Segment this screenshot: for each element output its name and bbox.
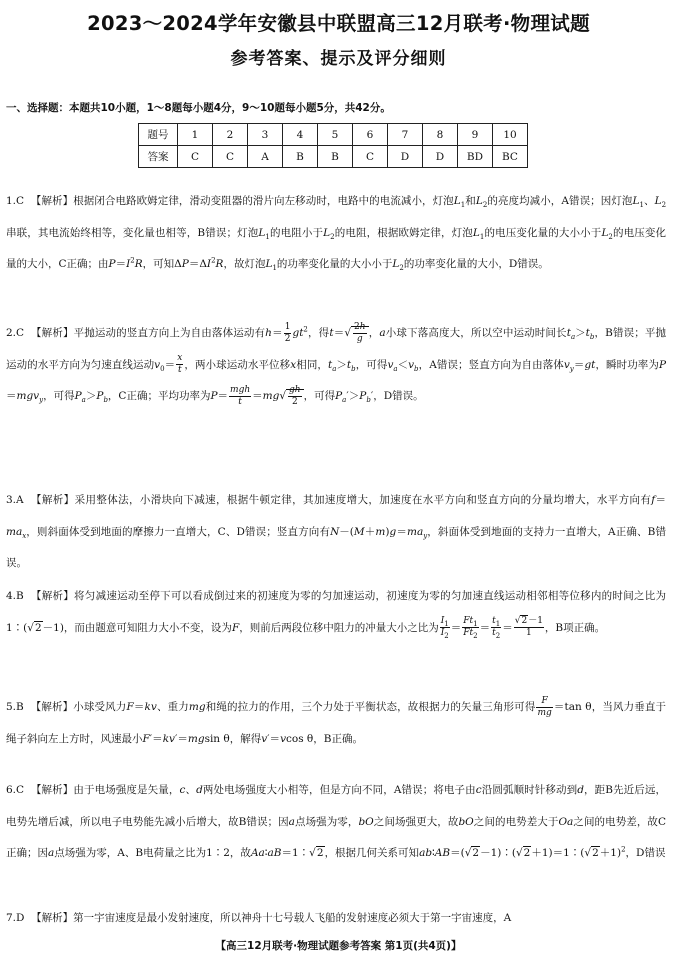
solution-text: 7.D 【解析】第一宇宙速度是最小发射速度，所以神舟十七号载人飞船的发射速度必须大于第一宇宙速度，A [6,912,512,924]
item-number: 3.A [6,494,24,506]
table-cell: C [213,146,248,168]
table-cell: 2 [213,124,248,146]
table-cell: D [388,146,423,168]
solution-item-5 [6,692,666,755]
table-cell: C [178,146,213,168]
page-footer: 【高三12月联考·物理试题参考答案 第1页(共4页)】 [215,940,462,952]
document-subtitle: 参考答案、提示及评分细则 [230,49,447,69]
analysis-tag: 【解析】 [31,494,75,506]
item-number: 6.C [6,784,25,796]
section-heading: 一、选择题：本题共10小题，1～8题每小题4分，9～10题每小题5分，共42分。 [6,102,391,114]
analysis-tag: 【解析】 [30,701,74,713]
solution-text: 5.B 【解析】小球受风力F＝kv、重力mg和绳的拉力的作用，三个力处于平衡状态，故根据力的矢量三角形可得 $\frac{F}{mg}$ ＝tan θ，当风力垂直于绳子斜向左上方时，风速最小F′＝kv′＝mgsin θ，解得v′＝vcos θ，B正确。 [6,695,667,745]
table-cell: 10 [493,124,528,146]
table-cell: C [353,146,388,168]
table-cell: 3 [248,124,283,146]
analysis-tag: 【解析】 [30,195,74,207]
item-number: 4.B [6,590,24,602]
table-cell: 6 [353,124,388,146]
item-number: 2.C [6,327,25,339]
analysis-tag: 【解析】 [31,327,74,339]
solution-item-6 [6,775,666,870]
solution-item-4 [6,581,666,644]
table-cell: B [283,146,318,168]
table-cell: 9 [458,124,493,146]
table-header-cell: 答案 [139,146,178,168]
solution-item-7 [6,903,666,935]
analysis-tag: 【解析】 [30,784,74,796]
table-cell: 5 [318,124,353,146]
table-row [139,146,528,168]
answer-table [138,123,528,168]
table-row [139,124,528,146]
table-cell: D [423,146,458,168]
table-cell: 7 [388,124,423,146]
table-cell: 1 [178,124,213,146]
table-cell: 8 [423,124,458,146]
item-number: 7.D [6,912,25,924]
solution-item-1 [6,186,666,281]
table-cell: BD [458,146,493,168]
table-cell: A [248,146,283,168]
table-cell: 4 [283,124,318,146]
solution-text: 4.B 【解析】将匀减速运动至停下可以看成倒过来的初速度为零的匀加速运动，初速度为零的匀加速直线运动相邻相等位移内的时间之比为1∶(√2－1)，而由题意可知阻力大小不变，设为F，则前后两段位移中阻力的冲量大小之比为 $\frac{I_1}{I_2}$ ＝ $\frac{Ft_1}{Ft_2}$ ＝ $\frac{t_1}{t_2}$ ＝ $\frac{√2-1}{1}$ ，B项正确。 [6,590,666,640]
solution-text: 1.C 【解析】根据闭合电路欧姆定律，滑动变阻器的滑片向左移动时，电路中的电流减小，灯泡$L_1$和$L_2$的亮度均减小，A错误；因灯泡$L_1$、$L_2$串联，其电流始终相等，变化量也相等，B错误；灯泡$L_1$的电阻小于$L_2$的电阻，根据欧姆定律，灯泡$L_1$的电压变化量的大小小于$L_2$的电压变化量的大小，C正确；由$P=I^2R$，可知$\Delta P=\Delta I^2R$，故灯泡$L_1$的功率变化量的大小小于$L_2$的功率变化量的大小，D错误。 [6,195,667,273]
table-cell: BC [493,146,528,168]
document-title: 2023～2024学年安徽县中联盟高三12月联考·物理试题 [87,12,590,35]
analysis-tag: 【解析】 [31,912,74,924]
item-number: 1.C [6,195,25,207]
table-cell: B [318,146,353,168]
table-header-cell: 题号 [139,124,178,146]
solution-text: 3.A 【解析】采用整体法，小滑块向下减速，根据牛顿定律，其加速度增大，加速度在水平方向和竖直方向的分量均增大，水平方向有$f=ma_x$，则斜面体受到地面的摩擦力一直增大，C、D错误；竖直方向有$N-(M+m)g=ma_y$，斜面体受到地面的支持力一直增大，A正确、B错误。 [6,494,667,569]
analysis-tag: 【解析】 [30,590,75,602]
solution-text: 6.C 【解析】由于电场强度是矢量，c、d两处电场强度大小相等，但是方向不同，A错误；将电子由c沿圆弧顺时针移动到d，距B先近后远，电势先增后减，所以电子电势能先减小后增大，故B错误；因a点场强为零，bO之间场强更大，故bO之间的电势差大于Oa之间的电势差，故C正确；因a点场强为零，A、B电荷量之比为1∶2，故Aa∶aB＝1∶√2，根据几何关系可知$ab∶AB=(√2-1)∶(√2+1)=1∶(√2+1)^2$，D错误 [6,784,667,859]
solution-text: 2.C 【解析】平抛运动的竖直方向上为自由落体运动有h＝ $\frac{1}{2}$ $gt^2$，得t＝√ $\frac{2h}{g}$ ，a小球下落高度大，所以空中运动时间长$t_a>t_b$，B错误；平抛运动的水平方向为匀速直线运动$v_0=$ $\frac{x}{t}$ ，两小球运动水平位移x相同，$t_a>t_b$，可得$v_a<v_b$，A错误；竖直方向为自由落体$v_y=gt$，瞬时功率为P＝mgv$_y$，可得$P_a>P_b$，C正确；平均功率为P＝ $\frac{\text{mgh}}{t}$ ＝mg√ $\frac{gh}{2}$ ，可得$P_a'>P_b'$，D错误。 [6,321,667,407]
solution-item-3 [6,485,666,580]
item-number: 5.B [6,701,24,713]
solution-item-2 [6,318,666,413]
